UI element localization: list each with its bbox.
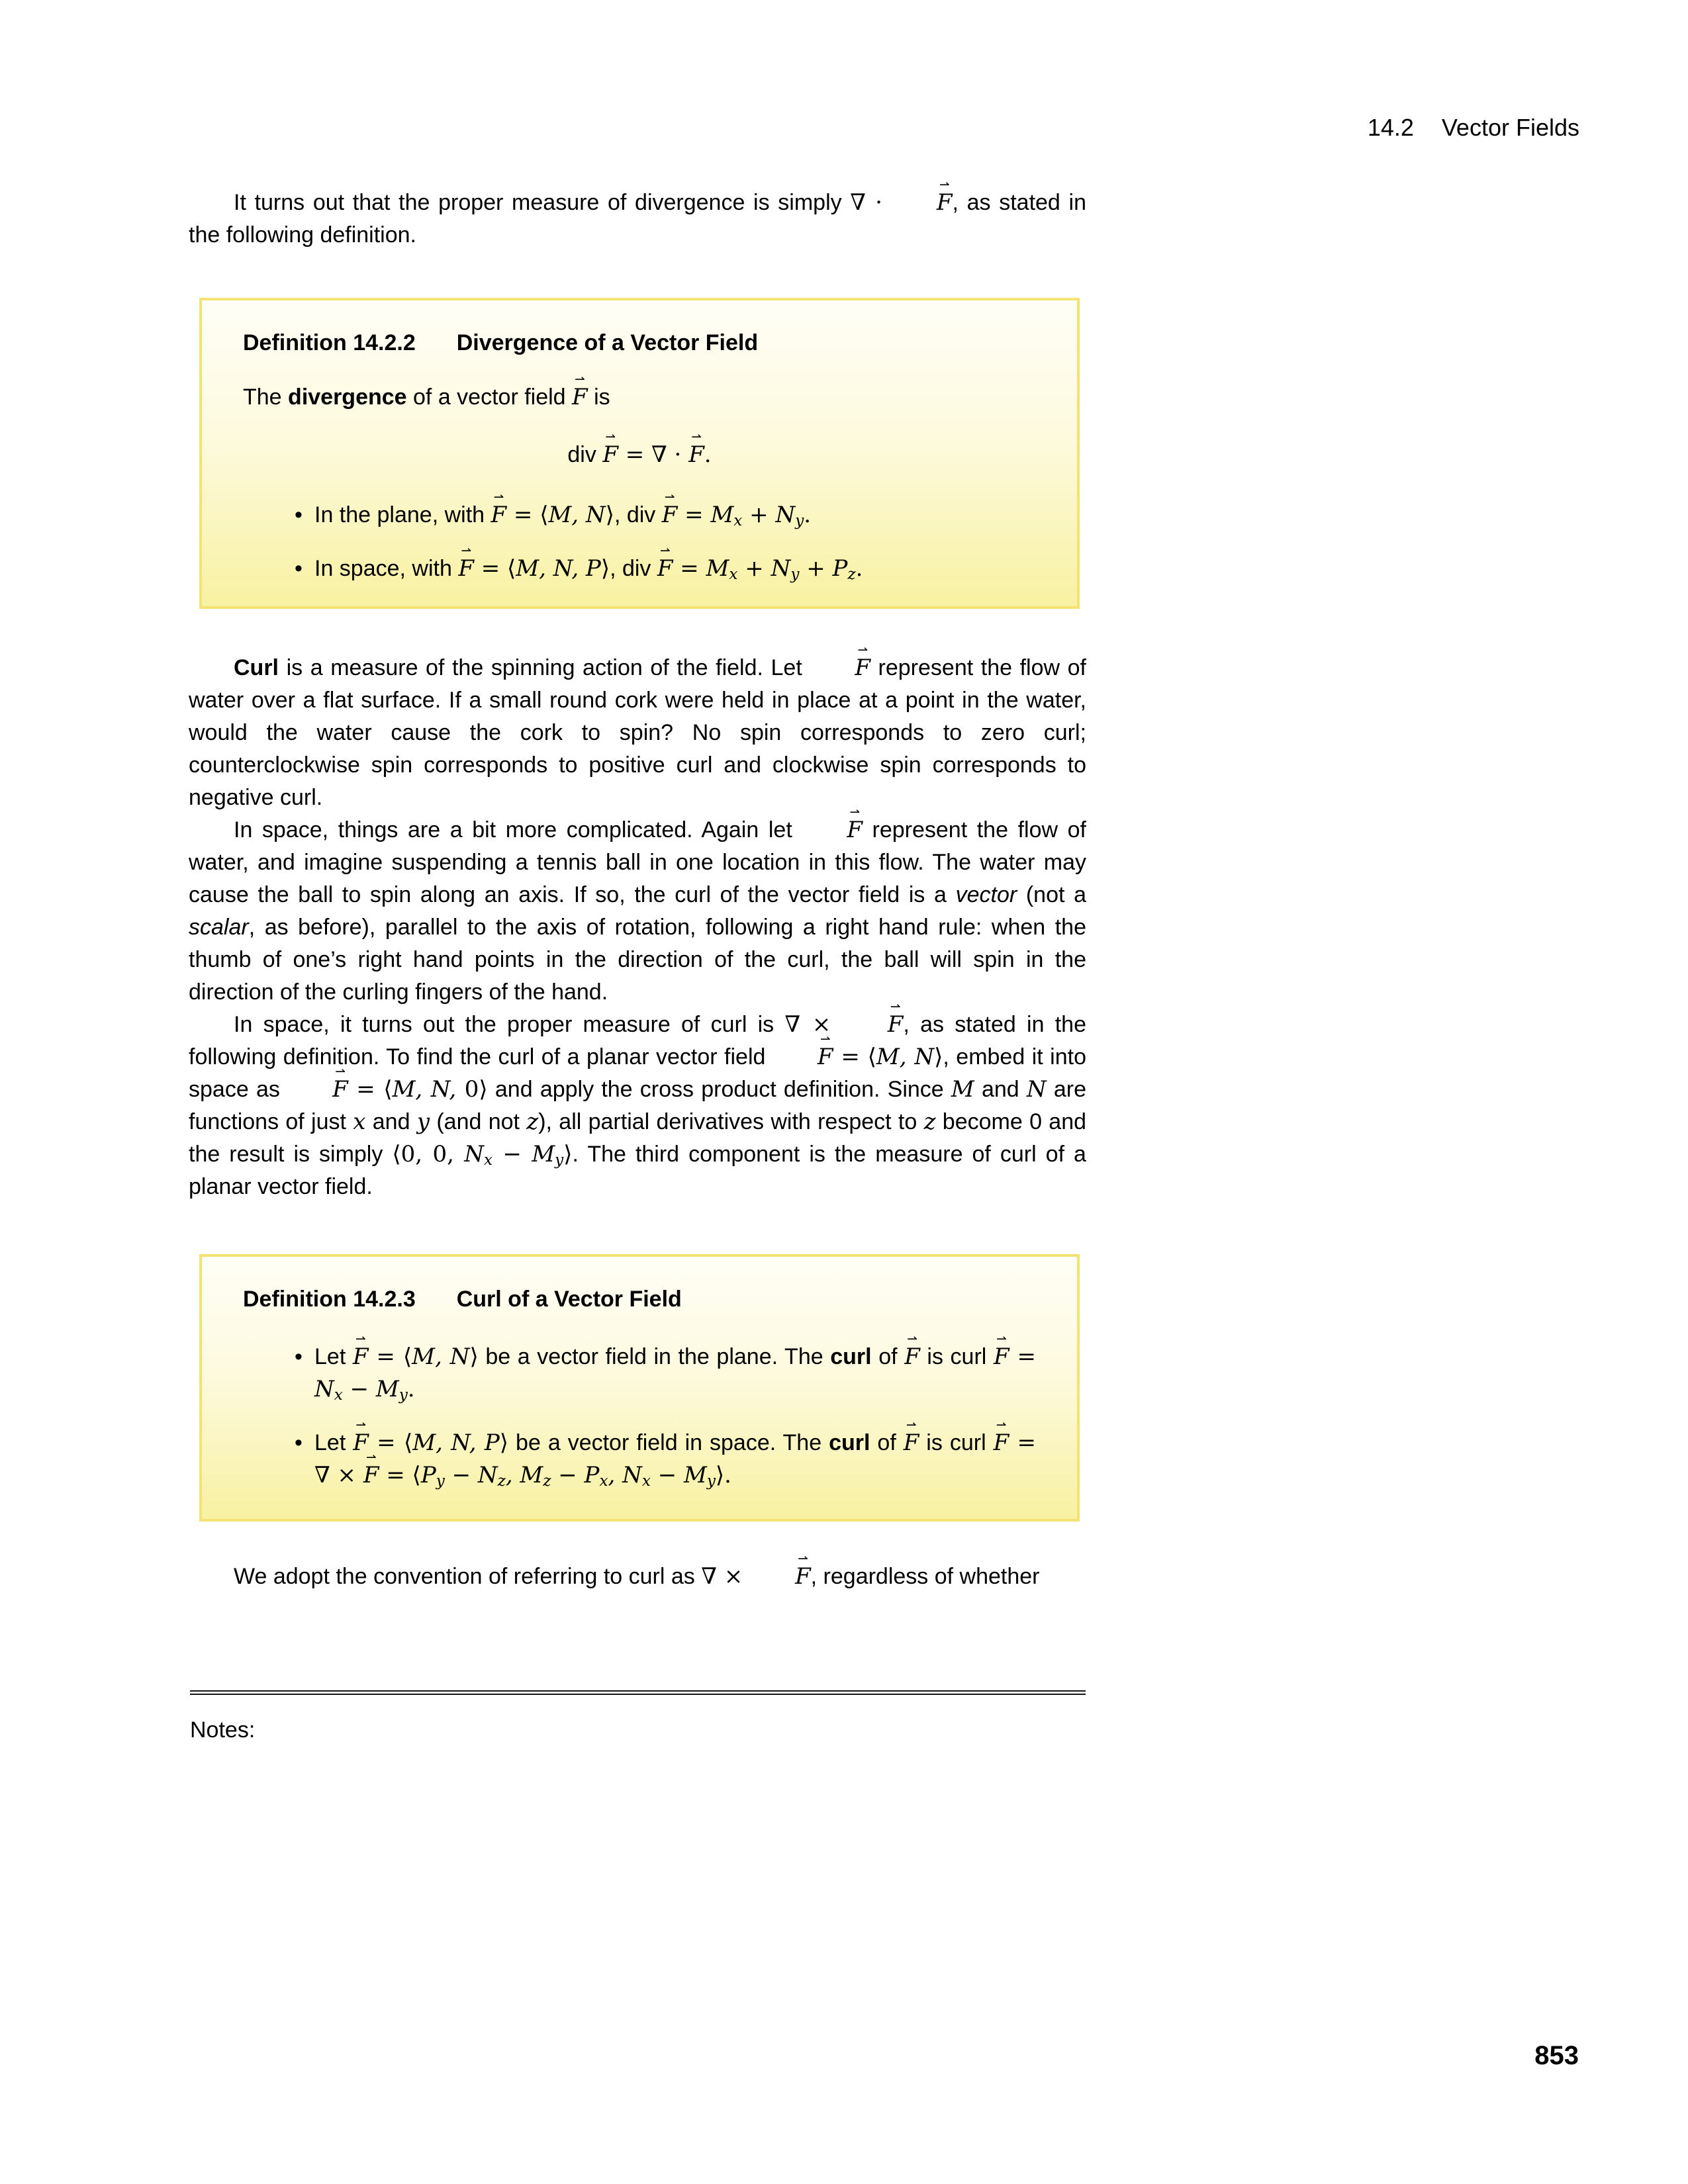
curl-paragraph-group: [189, 652, 1086, 1203]
bullet-curl-space: • Let F ⇀ = ⟨M, N, P⟩ be a vector field in space. The curl of F ⇀ is curl F ⇀ = ∇ × F ⇀ = ⟨Py − Nz, Mz − Px, Nx − My⟩.: [295, 1427, 1036, 1492]
bullet-divergence-space: • In space, with F ⇀ = ⟨M, N, P⟩, div F ⇀ = Mx + Ny + Pz.: [295, 553, 1036, 585]
definition-bullet-list: [295, 1341, 1036, 1492]
definition-box-divergence: [199, 298, 1080, 609]
definition-intro: The divergence of a vector field F ⇀ is: [243, 381, 1036, 414]
definition-heading: [243, 1283, 1036, 1316]
paragraph-convention: We adopt the convention of referring to curl as ∇ × F ⇀, regardless of whether: [189, 1561, 1086, 1593]
divergence-equation: div F ⇀ = ∇ · F ⇀.: [243, 439, 1036, 471]
paragraph-curl-measure: In space, it turns out the proper measure of curl is ∇ × F ⇀, as stated in the following definition. To find the curl of a planar vector field F ⇀ = ⟨M, N⟩, embed it into space as F ⇀ = ⟨M, N, 0⟩ and apply the cross product definition. Since M and N are functions of just x and y (and not z), all partial derivatives with respect to z become 0 and the result is simply ⟨0, 0, Nx − My⟩. The third component is the measure of curl of a planar vector field.: [189, 1009, 1086, 1203]
definition-title: Curl of a Vector Field: [456, 1287, 682, 1312]
section-title: Vector Fields: [1441, 114, 1579, 141]
paragraph-divergence-intro: It turns out that the proper measure of divergence is simply ∇ · F ⇀, as stated in the following definition.: [189, 187, 1086, 251]
bullet-divergence-plane: • In the plane, with F ⇀ = ⟨M, N⟩, div F ⇀ = Mx + Ny.: [295, 499, 1036, 531]
definition-title: Divergence of a Vector Field: [456, 330, 759, 355]
notes-label: Notes:: [190, 1717, 256, 1743]
bullet-curl-plane: • Let F ⇀ = ⟨M, N⟩ be a vector field in the plane. The curl of F ⇀ is curl F ⇀ = Nx − My.: [295, 1341, 1036, 1406]
definition-heading: [243, 327, 1036, 359]
paragraph-curl-space: In space, things are a bit more complicated. Again let F ⇀ represent the flow of water, and imagine suspending a tennis ball in one location in this flow. The water may cause the ball to spin along an axis. If so, the curl of the vector field is a vector (not a scalar, as before), parallel to the axis of rotation, following a right hand rule: when the thumb of one’s right hand points in the direction of the curl, the ball will spin in the direction of the curling fingers of the hand.: [189, 814, 1086, 1009]
definition-bullet-list: [295, 499, 1036, 585]
definition-number: Definition 14.2.3: [243, 1287, 416, 1312]
page-number: 853: [1534, 2041, 1579, 2070]
definition-box-curl: [199, 1254, 1080, 1522]
running-header: [1368, 111, 1579, 144]
notes-divider: [190, 1690, 1086, 1695]
paragraph-curl-cork: Curl is a measure of the spinning action of the field. Let F ⇀ represent the flow of water over a flat surface. If a small round cork were held in place at a point in the water, would the water cause the cork to spin? No spin corresponds to zero curl; counterclockwise spin corresponds to positive curl and clockwise spin corresponds to negative curl.: [189, 652, 1086, 814]
section-number: 14.2: [1367, 114, 1414, 141]
definition-number: Definition 14.2.2: [243, 330, 416, 355]
